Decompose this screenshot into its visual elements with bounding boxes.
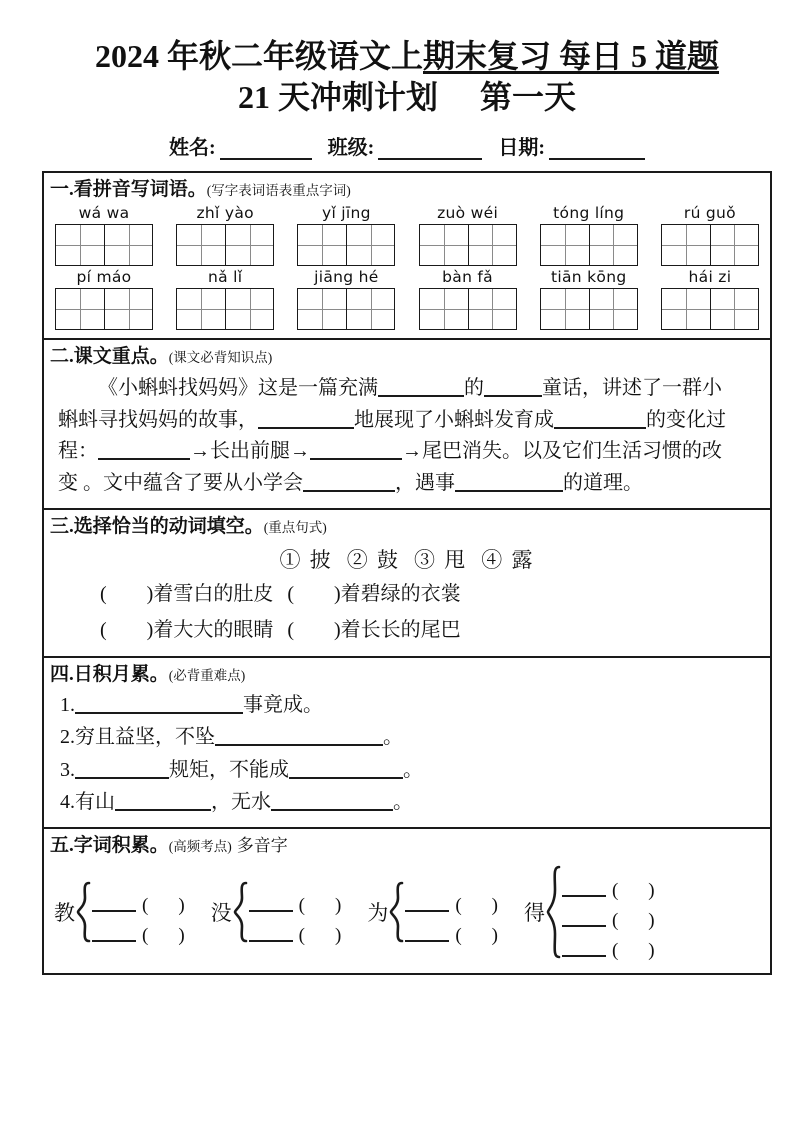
- choice-text: )着大大的眼睛: [146, 619, 274, 642]
- student-meta-row: [42, 131, 772, 160]
- paren-close: ): [491, 925, 498, 947]
- tianzige-box[interactable]: [176, 224, 274, 266]
- page-title-underlined: 期末复习 每日 5 道题: [423, 38, 720, 74]
- tianzige-cell[interactable]: [56, 289, 104, 329]
- class-field-group: [328, 131, 483, 160]
- tianzige-box[interactable]: [419, 288, 517, 330]
- accumulation-item: [60, 689, 760, 721]
- pinyin-item: [52, 205, 156, 266]
- fill-blank[interactable]: [455, 476, 563, 492]
- section-5-number: 五.: [50, 834, 74, 856]
- paren-open: (: [611, 910, 619, 932]
- s2-line4-b: ，遇事: [395, 471, 455, 494]
- paren-close: ): [178, 925, 185, 947]
- polyphone-char: 教: [54, 901, 75, 926]
- answer-paren-open: (: [287, 619, 295, 642]
- section-text-key-points: [44, 340, 770, 509]
- paren-open: (: [142, 895, 149, 917]
- date-label: 日期:: [498, 136, 545, 159]
- tianzige-cell[interactable]: [589, 225, 637, 265]
- tianzige-cell[interactable]: [710, 225, 758, 265]
- section-1-number: 一.: [50, 178, 74, 200]
- answer-paren-open: (: [287, 583, 295, 606]
- pinyin-blank[interactable]: [92, 898, 136, 912]
- word-slot[interactable]: [455, 896, 498, 915]
- paren-close: ): [648, 880, 655, 902]
- tianzige-cell[interactable]: [298, 289, 346, 329]
- verb-choice-items: [44, 576, 770, 656]
- choice-text: )着长长的尾巴: [334, 619, 461, 642]
- pinyin-blank[interactable]: [562, 883, 606, 897]
- accumulation-item: [60, 754, 760, 786]
- pinyin-item: [416, 205, 520, 266]
- s2-line2-c: 的变化过: [646, 408, 726, 431]
- pinyin-row-2: [52, 269, 762, 330]
- tianzige-cell[interactable]: [420, 225, 468, 265]
- section-4-heading: [44, 658, 770, 689]
- word-slot[interactable]: [299, 896, 342, 915]
- pinyin-blank[interactable]: [562, 913, 606, 927]
- pinyin-blank[interactable]: [249, 898, 293, 912]
- class-input-blank[interactable]: [378, 142, 482, 160]
- curly-brace-icon: [546, 865, 562, 959]
- page-subtitle: [42, 77, 772, 119]
- tianzige-box[interactable]: [540, 224, 638, 266]
- section-2-paragraph: [44, 371, 770, 507]
- tianzige-cell[interactable]: [468, 289, 516, 329]
- accumulation-items: [44, 689, 770, 827]
- paren-open: (: [142, 925, 149, 947]
- page-title: [42, 36, 772, 77]
- s2-line4-c: 的道理。: [563, 471, 643, 494]
- name-field-group: [169, 131, 312, 160]
- s2-line3-a: 程：: [58, 440, 98, 463]
- section-2-heading: [44, 340, 770, 371]
- fill-blank[interactable]: [258, 413, 354, 429]
- polyphone-char: 得: [523, 901, 545, 926]
- section-word-accumulation: [44, 829, 770, 974]
- pinyin-label: hái zi: [688, 268, 732, 287]
- paren-open: (: [611, 880, 619, 902]
- polyphone-char: 没: [210, 901, 232, 926]
- pinyin-item: [537, 205, 641, 266]
- section-4-title: 日积月累。: [73, 664, 169, 686]
- choice-text: )着碧绿的衣裳: [334, 583, 461, 606]
- polyphone-groups: [44, 859, 770, 973]
- pinyin-item: [416, 269, 520, 330]
- fill-blank[interactable]: [98, 444, 190, 460]
- word-slot[interactable]: [455, 926, 498, 945]
- pinyin-item: [173, 269, 277, 330]
- pinyin-item: [658, 269, 762, 330]
- paren-close: ): [648, 940, 655, 962]
- tianzige-box[interactable]: [176, 288, 274, 330]
- item-text: 。: [403, 758, 423, 781]
- curly-brace-icon: [233, 881, 249, 943]
- tianzige-box[interactable]: [661, 288, 759, 330]
- pinyin-item: [52, 269, 156, 330]
- fill-blank[interactable]: [378, 381, 464, 397]
- date-input-blank[interactable]: [549, 142, 645, 160]
- section-5-title: 字词积累。: [73, 834, 169, 856]
- section-3-heading: [44, 510, 770, 541]
- pinyin-label: pí máo: [76, 268, 132, 287]
- verb-option[interactable]: ③ 甩: [414, 548, 468, 573]
- polyphone-group: [210, 881, 342, 947]
- tianzige-cell[interactable]: [177, 225, 225, 265]
- polyphone-row: [562, 927, 655, 962]
- tianzige-cell[interactable]: [56, 225, 104, 265]
- polyphone-row: [249, 912, 342, 947]
- item-text: ，无水: [211, 791, 271, 814]
- verb-option[interactable]: ④ 露: [481, 548, 535, 573]
- item-number: 3.: [60, 758, 75, 781]
- tianzige-box[interactable]: [55, 224, 153, 266]
- worksheet-page: [42, 20, 772, 1096]
- section-4-number: 四.: [50, 664, 74, 686]
- item-number: 1.: [60, 694, 75, 717]
- verb-options-row: [44, 540, 770, 576]
- pinyin-label: bàn fǎ: [442, 268, 493, 287]
- tianzige-cell[interactable]: [541, 225, 589, 265]
- pinyin-label: yǐ jīng: [321, 204, 371, 223]
- tianzige-cell[interactable]: [104, 225, 152, 265]
- choice-row: [44, 576, 770, 612]
- polyphone-group: [367, 881, 498, 947]
- tianzige-cell[interactable]: [346, 225, 394, 265]
- pinyin-blank[interactable]: [92, 928, 136, 942]
- fill-blank[interactable]: [215, 730, 383, 746]
- section-2-note: (课文必背知识点): [168, 350, 273, 366]
- answer-paren-open: (: [100, 583, 107, 606]
- polyphone-rows: [92, 882, 185, 947]
- curly-brace-icon: [76, 881, 92, 943]
- word-slot[interactable]: [612, 911, 655, 930]
- paren-open: (: [298, 895, 305, 917]
- section-1-title: 看拼音写词语。: [73, 178, 207, 200]
- s2-line2-a: 蝌蚪寻找妈妈的故事，: [58, 408, 258, 431]
- tianzige-cell[interactable]: [541, 289, 589, 329]
- section-5-heading: [44, 829, 770, 860]
- item-text: 有山: [75, 791, 115, 814]
- tianzige-cell[interactable]: [420, 289, 468, 329]
- paren-close: ): [648, 910, 655, 932]
- polyphone-rows: [405, 882, 498, 947]
- paren-open: (: [455, 925, 462, 947]
- pinyin-label: rú guǒ: [683, 204, 736, 223]
- paren-close: ): [491, 895, 498, 917]
- accumulation-item: [60, 786, 760, 818]
- pinyin-row-1: [52, 205, 762, 266]
- pinyin-grid-block: [44, 203, 770, 338]
- polyphone-row: [562, 867, 655, 902]
- page-subtitle-text: 21 天冲刺计划: [237, 78, 438, 115]
- tianzige-cell[interactable]: [104, 289, 152, 329]
- item-text: 。: [393, 791, 413, 814]
- pinyin-blank[interactable]: [405, 898, 449, 912]
- s2-line2-b: 地展现了小蝌蚪发育成: [354, 408, 554, 431]
- section-pinyin: [44, 173, 770, 341]
- verb-option[interactable]: ① 披: [279, 548, 333, 573]
- polyphone-rows: [249, 882, 342, 947]
- pinyin-label: tóng líng: [553, 204, 625, 223]
- tianzige-cell[interactable]: [225, 225, 273, 265]
- worksheet-header: [42, 20, 772, 160]
- pinyin-label: jiāng hé: [314, 268, 379, 287]
- polyphone-row: [92, 882, 185, 917]
- accumulation-item: [60, 721, 760, 753]
- s2-line1-a: 《小蝌蚪找妈妈》这是一篇充满: [98, 377, 378, 400]
- fill-blank[interactable]: [303, 476, 395, 492]
- name-input-blank[interactable]: [220, 142, 312, 160]
- pinyin-label: tiān kōng: [551, 268, 627, 287]
- section-3-number: 三.: [50, 515, 74, 537]
- tianzige-box[interactable]: [661, 224, 759, 266]
- item-number: 2.: [60, 726, 75, 749]
- paren-close: ): [178, 895, 185, 917]
- section-verb-choice: [44, 510, 770, 659]
- paren-open: (: [298, 925, 305, 947]
- choice-row: [44, 612, 770, 648]
- item-text: 穷且益坚，不坠: [75, 726, 215, 749]
- paren-open: (: [611, 940, 619, 962]
- tianzige-cell[interactable]: [589, 289, 637, 329]
- fill-blank[interactable]: [271, 795, 393, 811]
- tianzige-cell[interactable]: [225, 289, 273, 329]
- section-5-subtype: 多音字: [236, 835, 288, 855]
- section-4-note: (必背重难点): [168, 668, 246, 684]
- date-field-group: [498, 131, 645, 160]
- polyphone-char: 为: [367, 901, 389, 926]
- s2-line4-a: 变 。文中蕴含了要从小学会: [58, 471, 303, 494]
- tianzige-cell[interactable]: [177, 289, 225, 329]
- pinyin-item: [658, 205, 762, 266]
- pinyin-blank[interactable]: [249, 928, 293, 942]
- section-2-number: 二.: [50, 346, 74, 368]
- pinyin-label: nǎ lǐ: [208, 268, 243, 287]
- s2-line3-c: →尾巴消失。以及它们生活习惯的改: [402, 440, 722, 463]
- pinyin-label: zhǐ yào: [196, 204, 254, 223]
- fill-blank[interactable]: [75, 698, 243, 714]
- paren-close: ): [334, 895, 342, 917]
- fill-blank[interactable]: [310, 444, 402, 460]
- polyphone-row: [405, 882, 498, 917]
- polyphone-row: [249, 882, 342, 917]
- pinyin-label: wá wa: [78, 204, 130, 223]
- curly-brace-icon: [389, 881, 405, 943]
- name-label: 姓名:: [168, 136, 216, 159]
- polyphone-group: [523, 865, 655, 962]
- fill-blank[interactable]: [554, 413, 646, 429]
- polyphone-row: [405, 912, 498, 947]
- pinyin-blank[interactable]: [405, 928, 449, 942]
- tianzige-cell[interactable]: [346, 289, 394, 329]
- item-text: 事竟成。: [243, 694, 323, 717]
- s2-line3-b: →长出前腿→: [190, 440, 310, 463]
- pinyin-item: [537, 269, 641, 330]
- section-1-note: (写字表词语表重点字词): [206, 182, 351, 198]
- s2-line1-c: 童话，讲述了一群小: [542, 377, 722, 400]
- section-5-note: (高频考点): [168, 838, 232, 854]
- tianzige-cell[interactable]: [298, 225, 346, 265]
- pinyin-blank[interactable]: [562, 943, 606, 957]
- tianzige-box[interactable]: [540, 288, 638, 330]
- word-slot[interactable]: [142, 926, 185, 945]
- word-slot[interactable]: [142, 896, 185, 915]
- paren-open: (: [455, 895, 462, 917]
- tianzige-box[interactable]: [297, 288, 395, 330]
- word-slot[interactable]: [612, 881, 655, 900]
- tianzige-cell[interactable]: [662, 289, 710, 329]
- fill-blank[interactable]: [289, 763, 403, 779]
- section-3-note: (重点句式): [263, 519, 327, 535]
- polyphone-row: [562, 897, 655, 932]
- fill-blank[interactable]: [75, 763, 169, 779]
- item-text: 。: [383, 726, 403, 749]
- section-1-heading: [44, 173, 770, 204]
- tianzige-box[interactable]: [55, 288, 153, 330]
- word-slot[interactable]: [612, 941, 655, 960]
- answer-paren-open: (: [100, 619, 107, 642]
- class-label: 班级:: [327, 136, 375, 159]
- item-number: 4.: [60, 791, 75, 814]
- item-text: 规矩，不能成: [169, 758, 289, 781]
- tianzige-cell[interactable]: [710, 289, 758, 329]
- fill-blank[interactable]: [115, 795, 211, 811]
- tianzige-box[interactable]: [297, 224, 395, 266]
- s2-line1-b: 的: [464, 377, 484, 400]
- exercise-body: [42, 171, 772, 976]
- fill-blank[interactable]: [484, 381, 542, 397]
- tianzige-box[interactable]: [419, 224, 517, 266]
- polyphone-row: [92, 912, 185, 947]
- paren-close: ): [334, 925, 342, 947]
- tianzige-cell[interactable]: [662, 225, 710, 265]
- section-3-title: 选择恰当的动词填空。: [73, 515, 264, 537]
- verb-option[interactable]: ② 鼓: [346, 548, 400, 573]
- word-slot[interactable]: [299, 926, 342, 945]
- page-title-prefix: 2024 年秋二年级语文上: [94, 38, 423, 74]
- pinyin-item: [294, 205, 398, 266]
- polyphone-rows: [562, 867, 655, 962]
- section-daily-accumulation: [44, 658, 770, 828]
- section-2-title: 课文重点。: [73, 346, 169, 368]
- pinyin-item: [173, 205, 277, 266]
- pinyin-item: [294, 269, 398, 330]
- tianzige-cell[interactable]: [468, 225, 516, 265]
- pinyin-label: zuò wéi: [437, 204, 499, 223]
- page-subtitle-day: 第一天: [480, 78, 577, 115]
- choice-text: )着雪白的肚皮: [146, 583, 274, 606]
- polyphone-group: [54, 881, 185, 947]
